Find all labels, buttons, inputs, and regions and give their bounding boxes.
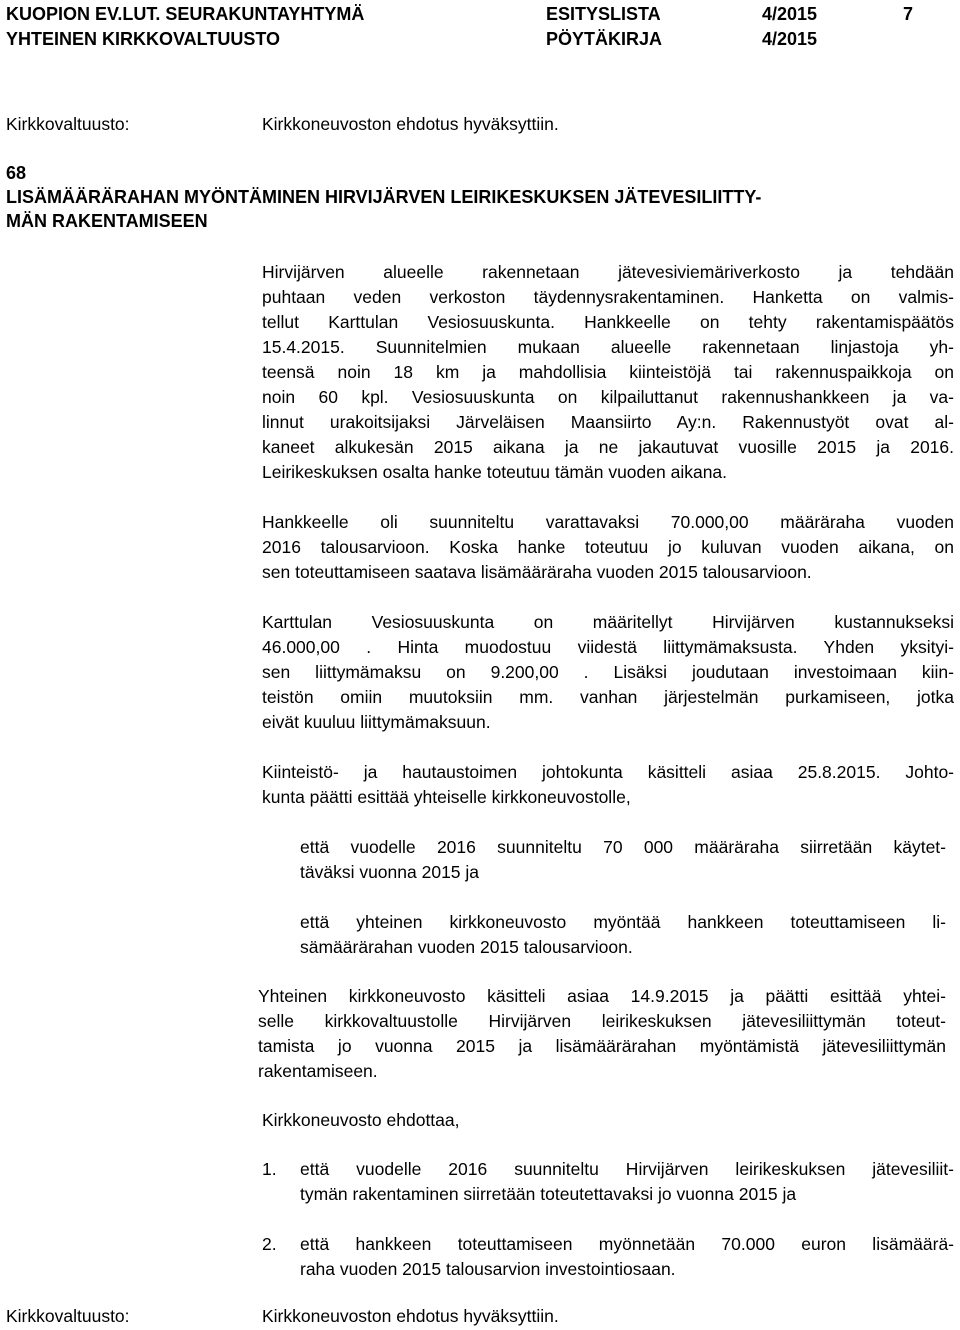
paragraph-line: sen toteuttamiseen saatava lisämääräraha vuoden 2015 talousarvioon. [262, 562, 812, 582]
paragraph-line: 15.4.2015. Suunnitelmien mukaan alueelle rakennetaan linjastoja yh- [262, 337, 954, 357]
council-name: YHTEINEN KIRKKOVALTUUSTO [6, 29, 281, 49]
list-item-number: 2. [262, 1234, 277, 1254]
quote-line: että yhteinen kirkkoneuvosto myöntää hankkeen toteuttamiseen li- [300, 912, 946, 932]
meeting-number-minutes: 4/2015 [762, 29, 818, 49]
list-item-line: että vuodelle 2016 suunniteltu Hirvijärven leirikeskuksen jätevesiliit- [300, 1159, 954, 1179]
meeting-number-agenda: 4/2015 [762, 4, 818, 24]
list-item-line: tymän rakentaminen siirretään toteutettavaksi jo vuonna 2015 ja [300, 1184, 797, 1204]
proposal-intro: Kirkkoneuvosto ehdottaa, [262, 1110, 460, 1130]
list-item-number: 1. [262, 1159, 277, 1179]
paragraph-line: noin 60 kpl. Vesiosuuskunta on kilpailuttanut rakennushankkeen ja va- [262, 387, 954, 407]
section-title-line: MÄN RAKENTAMISEEN [6, 211, 208, 231]
decision-label: Kirkkovaltuusto: [6, 114, 130, 134]
paragraph-line: sen liittymämaksu on 9.200,00 . Lisäksi joudutaan investoimaan kiin- [262, 662, 954, 682]
doc-type-minutes: PÖYTÄKIRJA [546, 29, 663, 49]
paragraph-line: tamista jo vuonna 2015 ja lisämäärärahan myöntämistä jätevesiliittymän [258, 1036, 946, 1056]
decision-text: Kirkkoneuvoston ehdotus hyväksyttiin. [262, 1306, 559, 1326]
paragraph-line: tellut Karttulan Vesiosuuskunta. Hankkeelle on tehty rakentamispäätös [262, 312, 954, 332]
paragraph-line: linnut urakoitsijaksi Järveläisen Maansiirto Ay:n. Rakennustyöt ovat al- [262, 412, 954, 432]
paragraph-line: Hankkeelle oli suunniteltu varattavaksi 70.000,00 määräraha vuoden [262, 512, 954, 532]
paragraph-line: Kiinteistö- ja hautaustoimen johtokunta käsitteli asiaa 25.8.2015. Johto- [262, 762, 954, 782]
paragraph-line: puhtaan veden verkoston täydennysrakentaminen. Hanketta on valmis- [262, 287, 954, 307]
section-title-line: LISÄMÄÄRÄRAHAN MYÖNTÄMINEN HIRVIJÄRVEN LEIRIKESKUKSEN JÄTEVESILIITTY- [6, 187, 762, 207]
list-item-line: raha vuoden 2015 talousarvion investointiosaan. [300, 1259, 676, 1279]
paragraph-line: kunta päätti esittää yhteiselle kirkkoneuvostolle, [262, 787, 631, 807]
list-item-line: että hankkeen toteuttamiseen myönnetään 70.000 euron lisämäärä- [300, 1234, 954, 1254]
paragraph-line: Leirikeskuksen osalta hanke toteutuu tämän vuoden aikana. [262, 462, 728, 482]
quote-line: sämäärärahan vuoden 2015 talousarvioon. [300, 937, 633, 957]
paragraph-line: Karttulan Vesiosuuskunta on määritellyt Hirvijärven kustannukseksi [262, 612, 954, 632]
page-number: 7 [903, 4, 914, 24]
paragraph-line: kaneet alkukesän 2015 aikana ja ne jakautuvat vuosille 2015 ja 2016. [262, 437, 954, 457]
paragraph-line: 2016 talousarvioon. Koska hanke toteutuu jo kuluvan vuoden aikana, on [262, 537, 954, 557]
paragraph-line: Yhteinen kirkkoneuvosto käsitteli asiaa 14.9.2015 ja päätti esittää yhtei- [258, 986, 946, 1006]
quote-line: täväksi vuonna 2015 ja [300, 862, 480, 882]
organization-name: KUOPION EV.LUT. SEURAKUNTAYHTYMÄ [6, 4, 365, 24]
paragraph-line: 46.000,00 . Hinta muodostuu viidestä liittymämaksusta. Yhden yksityi- [262, 637, 954, 657]
paragraph-line: Hirvijärven alueelle rakennetaan jätevesiviemäriverkosto ja tehdään [262, 262, 954, 282]
paragraph-line: teistön omiin muutoksiin mm. vanhan järjestelmän purkamiseen, jotka [262, 687, 954, 707]
decision-text: Kirkkoneuvoston ehdotus hyväksyttiin. [262, 114, 559, 134]
paragraph-line: rakentamiseen. [258, 1061, 378, 1081]
paragraph-line: teensä noin 18 km ja mahdollisia kiinteistöjä tai rakennuspaikkoja on [262, 362, 954, 382]
section-number: 68 [6, 163, 27, 183]
decision-label: Kirkkovaltuusto: [6, 1306, 130, 1326]
doc-type-agenda: ESITYSLISTA [546, 4, 661, 24]
quote-line: että vuodelle 2016 suunniteltu 70 000 määräraha siirretään käytet- [300, 837, 946, 857]
paragraph-line: selle kirkkovaltuustolle Hirvijärven leirikeskuksen jätevesiliittymän toteut- [258, 1011, 946, 1031]
paragraph-line: eivät kuuluu liittymämaksuun. [262, 712, 491, 732]
